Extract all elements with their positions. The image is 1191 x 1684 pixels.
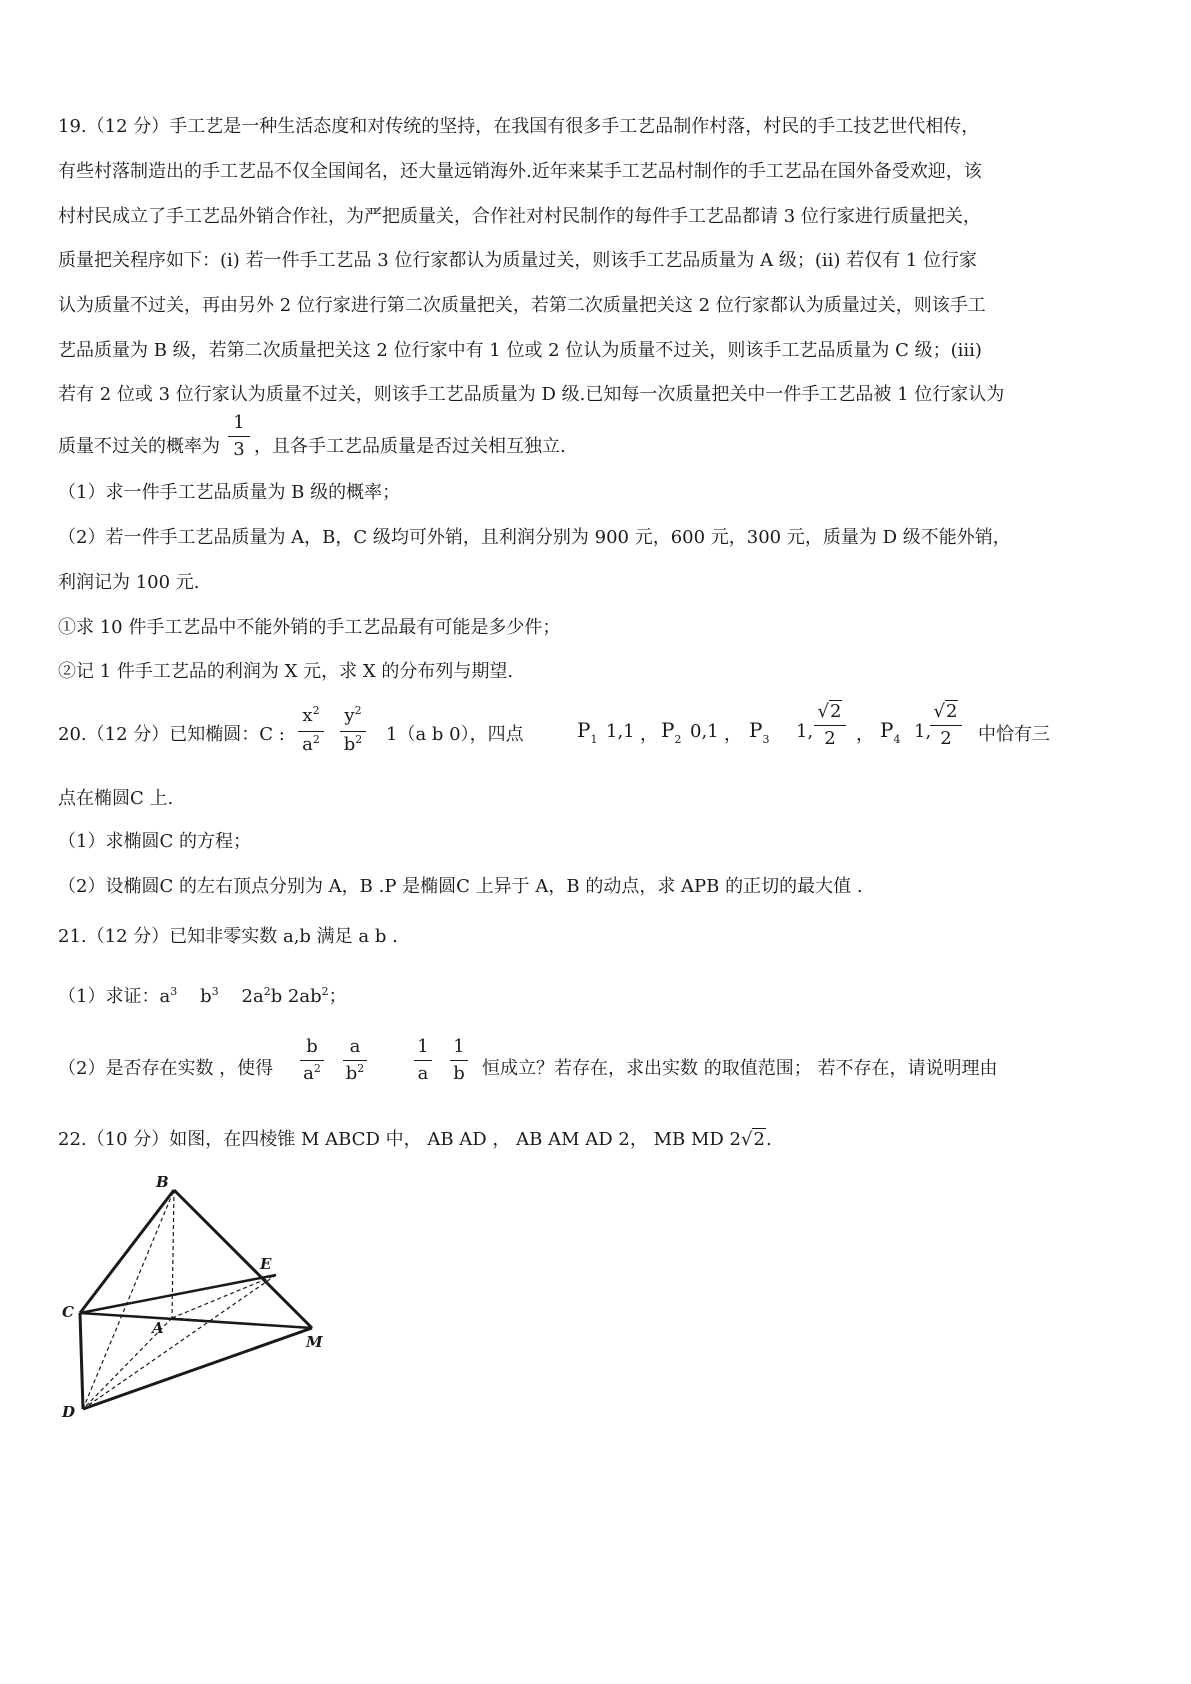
q21-part-1: （1）求证：$a^3$ $b^3$ $2a^2b$ $2ab^2$； xyxy=(58,985,347,1007)
q20-p2-label: $P_2$ xyxy=(661,718,682,746)
edge-d-e xyxy=(83,1275,276,1409)
q22-stem: 22.（10 分）如图，在四棱锥 M ABCD 中， AB AD ， AB AM AD 2， MB MD 2√2. xyxy=(58,1129,772,1150)
edge-c-d xyxy=(80,1313,83,1409)
q21-part-2-tail: 恒成立？若存在，求出实数 的取值范围； 若不存在，请说明理由 xyxy=(482,1058,998,1079)
q19-sub-1: ①求 10 件手工艺品中不能外销的手工艺品最有可能是多少件； xyxy=(58,617,561,638)
vertex-label-b: B xyxy=(156,1173,169,1191)
q20-p1-coords: 1,1 xyxy=(606,721,635,742)
edge-b-c xyxy=(80,1190,174,1313)
q19-line-7: 若有 2 位或 3 位行家认为质量不过关，则该手工艺品质量为 D 级.已知每一次质量把关中一件手工艺品被 1 位行家认为 xyxy=(58,384,1005,405)
vertex-label-a: A xyxy=(152,1319,164,1337)
edge-b-a xyxy=(172,1190,174,1318)
edge-d-b xyxy=(83,1190,174,1409)
edge-d-m xyxy=(83,1328,312,1409)
q21-part-2-prefix: （2）是否存在实数 ，使得 xyxy=(58,1058,274,1079)
q20-frac-y: $y^2$ $b^2$ xyxy=(340,703,366,760)
vertex-label-m: M xyxy=(306,1333,323,1351)
q19-prob-suffix: ，且各手工艺品质量是否过关相互独立. xyxy=(254,436,566,457)
q20-comma-1: ， xyxy=(640,724,658,745)
q20-part-1: （1）求椭圆C 的方程； xyxy=(58,831,251,852)
vertex-label-c: C xyxy=(62,1303,74,1321)
q19-line-3: 村村民成立了手工艺品外销合作社，为严把质量关，合作社对村民制作的每件手工艺品都请 3 位行家进行质量把关， xyxy=(58,206,981,227)
pyramid-figure xyxy=(50,1165,350,1425)
q20-comma-3: ， xyxy=(856,724,874,745)
q19-part-2-line-2: 利润记为 100 元. xyxy=(58,572,200,593)
q20-comma-2: ， xyxy=(724,724,742,745)
q20-p4-fraction: √2 2 xyxy=(930,699,962,752)
q20-p3-fraction: √2 2 xyxy=(814,699,846,752)
q20-p4-label: $P_4$ xyxy=(880,718,901,746)
vertex-label-d: D xyxy=(62,1403,76,1421)
q20-p4-coords: 1, xyxy=(914,721,932,742)
q21-frac-1-b: 1 b xyxy=(450,1034,468,1087)
q20-p2-coords: 0,1 xyxy=(690,721,719,742)
edge-a-m xyxy=(172,1318,312,1328)
q20-p3-label: $P_3$ xyxy=(749,718,770,746)
q19-line-6: 艺品质量为 B 级，若第二次质量把关这 2 位行家中有 1 位或 2 位认为质量不过关，则该手工艺品质量为 C 级；(ⅲ) xyxy=(58,340,982,361)
q21-stem: 21.（12 分）已知非零实数 a,b 满足 a b . xyxy=(58,926,398,947)
q20-frac-x: $x^2$ $a^2$ xyxy=(298,703,324,760)
q19-part-1: （1）求一件手工艺品质量为 B 级的概率； xyxy=(58,482,401,503)
q19-line-5: 认为质量不过关，再由另外 2 位行家进行第二次质量把关，若第二次质量把关这 2 位行家都认为质量过关，则该手工 xyxy=(58,295,986,316)
q20-p1-label: $P_1$ xyxy=(577,718,598,746)
q20-tail: 中恰有三 xyxy=(978,724,1050,745)
q20-line-2: 点在椭圆C 上. xyxy=(58,788,174,809)
q19-prob-prefix: 质量不过关的概率为 xyxy=(58,436,220,457)
q20-p3-coords: 1, xyxy=(796,721,814,742)
q21-frac-b-a2: b $a^2$ xyxy=(300,1034,324,1089)
q19-prob-fraction: 1 3 xyxy=(228,410,250,463)
q19-sub-2: ②记 1 件手工艺品的利润为 X 元，求 X 的分布列与期望. xyxy=(58,661,514,682)
q19-part-2-line-1: （2）若一件手工艺品质量为 A，B，C 级均可外销，且利润分别为 900 元，600 元，300 元，质量为 D 级不能外销， xyxy=(58,527,1011,548)
q19-line-4: 质量把关程序如下：(ⅰ) 若一件手工艺品 3 位行家都认为质量过关，则该手工艺品质量为 A 级；(ⅱ) 若仅有 1 位行家 xyxy=(58,250,978,271)
q20-prefix: 20.（12 分）已知椭圆：C : xyxy=(58,724,285,745)
q21-frac-1-a: 1 a xyxy=(414,1034,432,1087)
q21-frac-a-b2: a $b^2$ xyxy=(343,1034,367,1089)
q20-part-2: （2）设椭圆C 的左右顶点分别为 A，B .P 是椭圆C 上异于 A，B 的动点，求 APB 的正切的最大值 . xyxy=(58,876,863,897)
q19-line-1: 19.（12 分）手工艺是一种生活态度和对传统的坚持，在我国有很多手工艺品制作村落，村民的手工技艺世代相传， xyxy=(58,116,980,137)
vertex-label-e: E xyxy=(260,1255,272,1273)
edge-b-m xyxy=(174,1190,312,1328)
q20-eq-rest: 1（a b 0），四点 xyxy=(386,724,524,745)
edge-c-e xyxy=(80,1275,276,1313)
q19-line-2: 有些村落制造出的手工艺品不仅全国闻名，还大量远销海外.近年来某手工艺品村制作的手工艺品在国外备受欢迎，该 xyxy=(58,161,982,182)
